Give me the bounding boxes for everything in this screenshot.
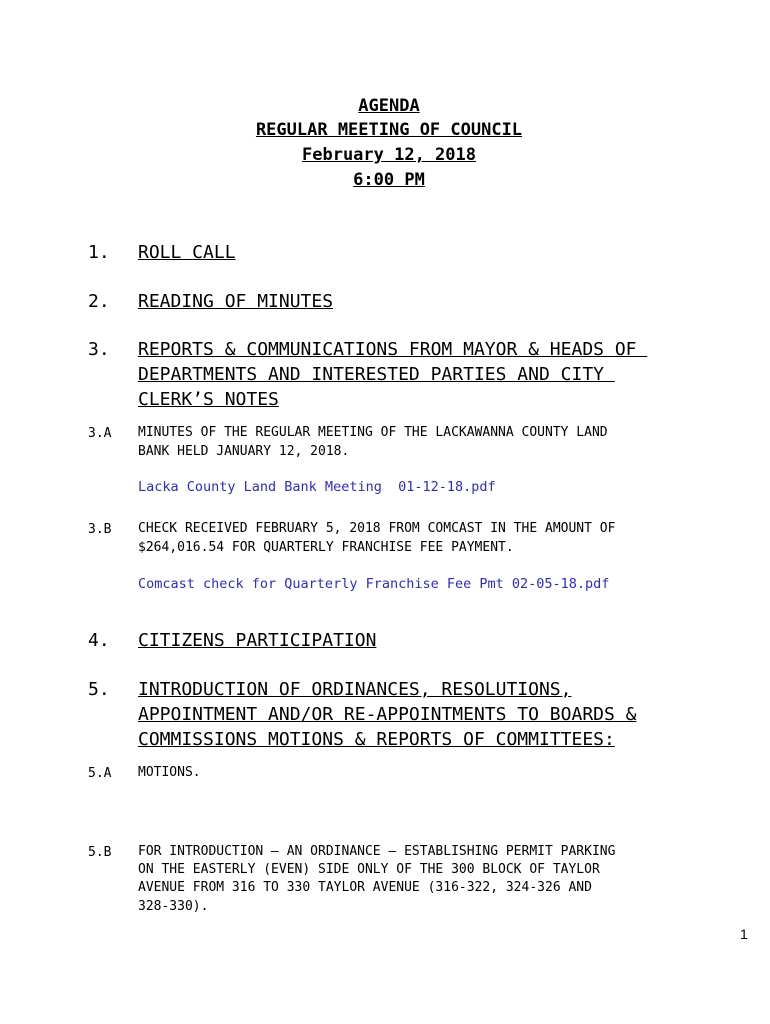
subitem-5b-text-line-1: FOR INTRODUCTION – AN ORDINANCE – ESTABLISHING PERMIT PARKING (138, 844, 616, 859)
comcast-check-link[interactable]: Comcast check for Quarterly Franchise Fee Pmt 02-05-18.pdf (138, 576, 610, 592)
item-number: 5. (88, 679, 110, 700)
subitem-number: 3.A (88, 426, 112, 441)
agenda-heading: AGENDA (358, 96, 420, 116)
subitem-3b-text-line-1: CHECK RECEIVED FEBRUARY 5, 2018 FROM COMCAST IN THE AMOUNT OF (138, 521, 616, 536)
meeting-date: February 12, 2018 (302, 145, 476, 165)
item-number: 2. (88, 291, 110, 312)
item-number: 3. (88, 339, 110, 360)
subitem-3a-text-line-1: MINUTES OF THE REGULAR MEETING OF THE LACKAWANNA COUNTY LAND (138, 425, 608, 440)
subitem-5b-text-line-2: ON THE EASTERLY (EVEN) SIDE ONLY OF THE 300 BLOCK OF TAYLOR (138, 862, 600, 877)
item-title-citizens-participation: CITIZENS PARTICIPATION (138, 630, 377, 651)
page-number: 1 (740, 926, 748, 942)
item-title-reading-of-minutes: READING OF MINUTES (138, 291, 334, 312)
subitem-3b-text-line-2: $264,016.54 FOR QUARTERLY FRANCHISE FEE PAYMENT. (138, 540, 514, 555)
subitem-5a-text: MOTIONS. (138, 765, 201, 780)
subitem-5b-text-line-3: AVENUE FROM 316 TO 330 TAYLOR AVENUE (316-322, 324-326 AND (138, 880, 592, 895)
subitem-5b-text-line-4: 328-330). (138, 899, 209, 914)
subitem-number: 5.A (88, 766, 112, 781)
item-title-introduction-line-2: APPOINTMENT AND/OR RE-APPOINTMENTS TO BOARDS & (138, 704, 637, 725)
item-number: 4. (88, 630, 110, 651)
item-title-reports-line-3: CLERK’S NOTES (138, 389, 279, 410)
land-bank-minutes-link[interactable]: Lacka County Land Bank Meeting 01-12-18.pdf (138, 479, 496, 495)
item-title-reports-line-2: DEPARTMENTS AND INTERESTED PARTIES AND CITY (138, 364, 615, 385)
item-title-roll-call: ROLL CALL (138, 242, 236, 263)
subitem-number: 3.B (88, 522, 112, 537)
item-title-introduction-line-1: INTRODUCTION OF ORDINANCES, RESOLUTIONS, (138, 679, 572, 700)
meeting-title: REGULAR MEETING OF COUNCIL (255, 120, 523, 140)
item-number: 1. (88, 242, 110, 263)
item-title-introduction-line-3: COMMISSIONS MOTIONS & REPORTS OF COMMITTEES: (138, 729, 615, 750)
subitem-3a-text-line-2: BANK HELD JANUARY 12, 2018. (138, 444, 350, 459)
item-title-reports-line-1: REPORTS & COMMUNICATIONS FROM MAYOR & HEADS OF (138, 339, 648, 360)
meeting-time: 6:00 PM (353, 170, 425, 190)
subitem-number: 5.B (88, 845, 112, 860)
